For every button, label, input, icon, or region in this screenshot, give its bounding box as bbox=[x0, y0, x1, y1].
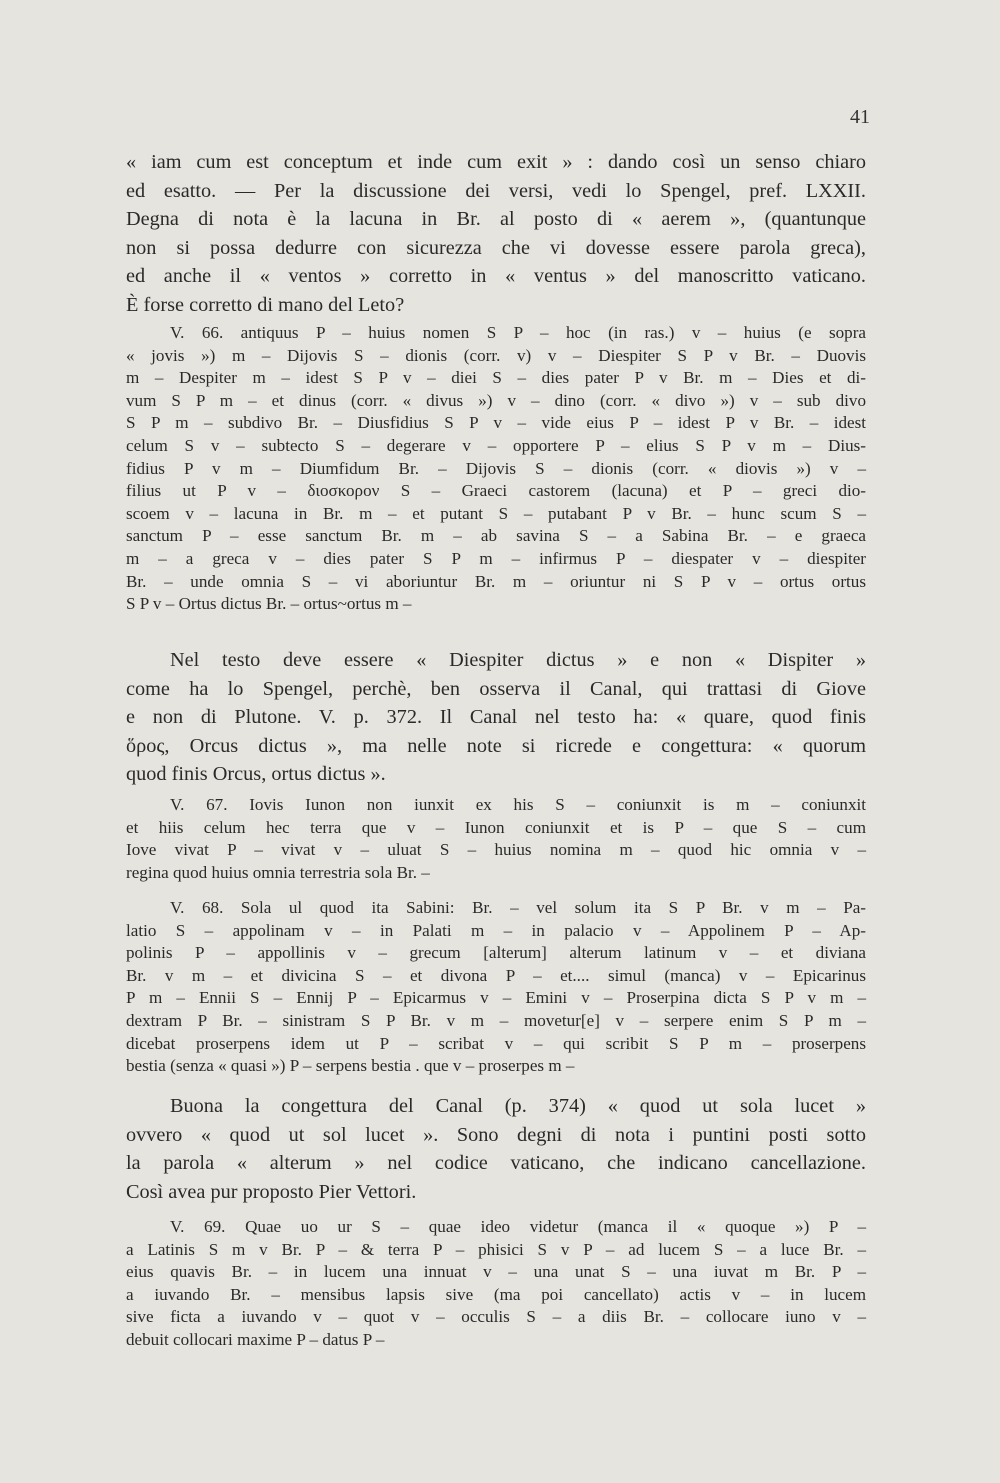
text-line: S P m – subdivo Br. – Diusfidius S P v – vide eius P – idest P v Br. – idest bbox=[126, 413, 866, 433]
text-line: S P v – Ortus dictus Br. – ortus~ortus m – bbox=[126, 594, 412, 614]
text-line: fidius P v m – Diumfidum Br. – Dijovis S – dionis (corr. « diovis ») v – bbox=[126, 458, 866, 478]
text-line: quod finis Orcus, ortus dictus ». bbox=[126, 763, 386, 785]
text-line: Così avea pur proposto Pier Vettori. bbox=[126, 1180, 417, 1203]
text-line: ovvero « quod ut sol lucet ». Sono degni di nota i puntini posti sotto bbox=[126, 1123, 866, 1146]
text-line: V. 66. antiquus P – huius nomen S P – hoc (in ras.) v – huius (e sopra bbox=[170, 323, 866, 342]
text-line: V. 68. Sola ul quod ita Sabini: Br. – vel solum ita S P Br. v m – Pa- bbox=[170, 898, 866, 917]
text-line: et hiis celum hec terra que v – Iunon coniunxit et is P – que S – cum bbox=[126, 817, 866, 837]
text-line: V. 69. Quae uo ur S – quae ideo videtur (manca il « quoque ») P – bbox=[170, 1217, 866, 1236]
text-line: la parola « alterum » nel codice vaticano, che indicano cancellazione. bbox=[126, 1152, 866, 1174]
text-line: eius quavis Br. – in lucem una innuat v – una unat S – una iuvat m Br. P – bbox=[126, 1262, 866, 1282]
text-line: sive ficta a iuvando v – quot v – occulis S – a diis Br. – collocare iuno v – bbox=[126, 1307, 866, 1327]
text-line: debuit collocari maxime P – datus P – bbox=[126, 1329, 385, 1349]
text-line: e non di Plutone. V. p. 372. Il Canal nel testo ha: « quare, quod finis bbox=[126, 706, 866, 728]
text-line: filius ut P v – διοσκορον S – Graeci castorem (lacuna) et P – greci dio- bbox=[126, 481, 866, 501]
commentary-paragraph bbox=[126, 1092, 866, 1206]
text-line: come ha lo Spengel, perchè, ben osserva il Canal, qui trattasi di Giove bbox=[126, 677, 866, 700]
text-line: « jovis ») m – Dijovis S – dionis (corr. v) v – Diespiter S P v Br. – Duovis bbox=[126, 345, 866, 365]
text-line: a iuvando Br. – mensibus lapsis sive (ma poi cancellato) actis v – in lucem bbox=[126, 1284, 866, 1304]
text-line: regina quod huius omnia terrestria sola Br. – bbox=[126, 862, 430, 882]
text-line: Br. v m – et divicina S – et divona P – et.... simul (manca) v – Epicarinus bbox=[126, 965, 866, 985]
commentary-paragraph bbox=[126, 148, 866, 319]
text-line: scoem v – lacuna in Br. m – et putant S – putabant P v Br. – hunc scum S – bbox=[126, 503, 866, 523]
text-line: Buona la congettura del Canal (p. 374) « quod ut sola lucet » bbox=[170, 1095, 866, 1117]
text-line: a Latinis S m v Br. P – & terra P – phisici S v P – ad lucem S – a luce Br. – bbox=[126, 1239, 866, 1259]
text-line: polinis P – appollinis v – grecum [alterum] alterum latinum v – et diviana bbox=[126, 943, 866, 963]
text-line: Degna di nota è la lacuna in Br. al posto di « aerem », (quantunque bbox=[126, 208, 866, 230]
text-line: dextram P Br. – sinistram S P Br. v m – movetur[e] v – serpere enim S P m – bbox=[126, 1010, 866, 1030]
text-line: ed anche il « ventos » corretto in « ventus » del manoscritto vaticano. bbox=[126, 265, 866, 287]
apparatus-entry-v69 bbox=[126, 1216, 866, 1352]
text-line: vum S P m – et dinus (corr. « divus ») v – dino (corr. « divo ») v – sub divo bbox=[126, 390, 866, 410]
apparatus-entry-v68 bbox=[126, 897, 866, 1078]
text-line: È forse corretto di mano del Leto? bbox=[126, 293, 405, 316]
text-line: Br. – unde omnia S – vi aboriuntur Br. m – oriuntur ni S P v – ortus ortus bbox=[126, 571, 866, 591]
text-line: m – a greca v – dies pater S P m – infirmus P – diespater v – diespiter bbox=[126, 548, 866, 568]
text-line: P m – Ennii S – Ennij P – Epicarmus v – Emini v – Proserpina dicta S P v m – bbox=[126, 988, 866, 1008]
text-line: ὅρος, Orcus dictus », ma nelle note si ricrede e congettura: « quorum bbox=[126, 734, 866, 757]
text-line: dicebat proserpens idem ut P – scribat v – qui scribit S P m – proserpens bbox=[126, 1033, 866, 1053]
text-line: ed esatto. — Per la discussione dei versi, vedi lo Spengel, pref. LXXII. bbox=[126, 179, 866, 202]
text-line: V. 67. Iovis Iunon non iunxit ex his S – coniunxit is m – coniunxit bbox=[170, 795, 866, 814]
text-line: « iam cum est conceptum et inde cum exit » : dando così un senso chiaro bbox=[126, 151, 866, 173]
text-line: bestia (senza « quasi ») P – serpens bestia . que v – proserpes m – bbox=[126, 1056, 575, 1076]
text-line: Iove vivat P – vivat v – uluat S – huius nomina m – quod hic omnia v – bbox=[126, 840, 866, 860]
text-line: m – Despiter m – idest S P v – diei S – dies pater P v Br. m – Dies et di- bbox=[126, 368, 866, 388]
apparatus-entry-v66 bbox=[126, 322, 866, 616]
text-line: non si possa dedurre con sicurezza che vi dovesse essere parola greca), bbox=[126, 236, 866, 259]
apparatus-entry-v67 bbox=[126, 794, 866, 884]
text-line: sanctum P – esse sanctum Br. m – ab savina S – a Sabina Br. – e graeca bbox=[126, 526, 866, 546]
text-line: Nel testo deve essere « Diespiter dictus » e non « Dispiter » bbox=[170, 649, 866, 671]
commentary-paragraph bbox=[126, 646, 866, 789]
text-line: latio S – appolinam v – in Palati m – in palacio v – Appolinem P – Ap- bbox=[126, 920, 866, 940]
text-line: celum S v – subtecto S – degerare v – opportere P – elius S P v m – Dius- bbox=[126, 435, 866, 455]
page-number: 41 bbox=[850, 106, 870, 128]
